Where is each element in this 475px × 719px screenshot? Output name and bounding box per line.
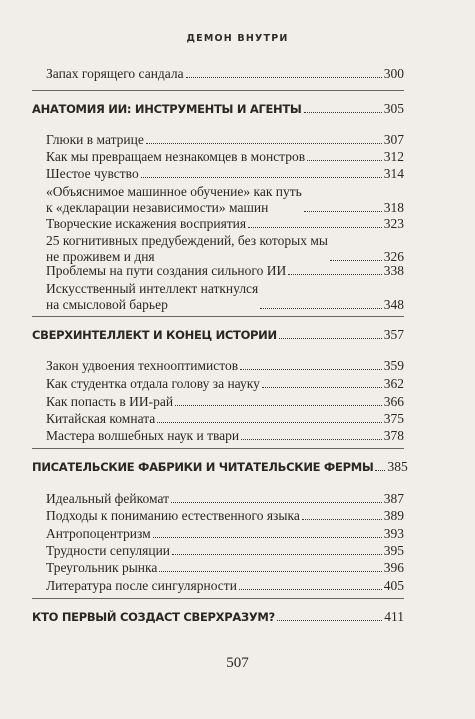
toc-page-number: 385 [387, 459, 408, 474]
toc-title-line: СВЕРХИНТЕЛЛЕКТ И КОНЕЦ ИСТОРИИ [32, 328, 277, 342]
toc-title-line: КТО ПЕРВЫЙ СОЗДАСТ СВЕРХРАЗУМ? [32, 610, 275, 624]
toc-title-line: к «декларации независимости» машин [46, 200, 269, 215]
toc-title [46, 149, 305, 165]
toc-title-line: Как студентка отдала голову за науку [46, 376, 260, 391]
toc-title-line: Как попасть в ИИ-рай [46, 394, 174, 409]
dot-leader [288, 274, 382, 275]
toc-title-line: Антропоцентризм [46, 526, 151, 541]
toc-title-line: Запах горящего сандала [46, 66, 184, 81]
toc-entry[interactable] [32, 526, 404, 542]
toc-page-number: 387 [383, 491, 404, 506]
toc-title-line: Трудности сепуляции [46, 543, 171, 558]
dot-leader [277, 620, 382, 621]
section-divider [32, 598, 404, 599]
dot-leader [239, 589, 382, 590]
dot-leader [157, 422, 381, 423]
toc-title-line: Китайская комната [46, 411, 156, 426]
toc-entry[interactable] [32, 376, 404, 392]
toc-title-line: Проблемы на пути создания сильного ИИ [46, 263, 287, 278]
dot-leader [171, 502, 382, 503]
toc-page-number: 375 [383, 411, 404, 426]
page-number: 507 [226, 655, 249, 671]
toc-section-heading[interactable] [32, 101, 404, 117]
toc-title-line: Идеальный фейкомат [46, 491, 169, 506]
toc-page-number: 395 [383, 543, 404, 558]
toc-page-number: 396 [383, 560, 404, 575]
toc-title-line: Глюки в матрице [46, 132, 144, 147]
toc-title [46, 166, 139, 182]
toc-entry[interactable] [32, 428, 404, 444]
toc-title [32, 609, 275, 625]
toc-title-line: АНАТОМИЯ ИИ: ИНСТРУМЕНТЫ И АГЕНТЫ [32, 102, 302, 116]
section-divider [32, 90, 404, 91]
toc-entry[interactable] [32, 263, 404, 279]
dot-leader [304, 211, 382, 212]
toc-entry[interactable] [32, 560, 404, 576]
toc-title [46, 526, 151, 542]
dot-leader [279, 338, 382, 339]
toc-title [46, 543, 170, 559]
toc-entry[interactable] [32, 166, 404, 182]
toc-page-number: 323 [383, 216, 404, 231]
toc-section-heading[interactable] [32, 327, 404, 343]
toc-entry[interactable] [32, 491, 404, 507]
dot-leader [172, 554, 382, 555]
toc-entry[interactable] [32, 184, 404, 216]
toc-page-number: 307 [383, 132, 404, 147]
toc-title [46, 508, 300, 524]
toc-entry[interactable] [32, 578, 404, 594]
toc-entry[interactable] [32, 216, 404, 232]
toc-entry[interactable] [32, 66, 404, 82]
toc-title [46, 428, 239, 444]
toc-entry[interactable] [32, 543, 404, 559]
toc-entry[interactable] [32, 233, 404, 265]
toc-entry[interactable] [32, 281, 404, 313]
toc-page-number: 300 [383, 66, 404, 81]
dot-leader [146, 143, 382, 144]
toc-title [46, 560, 157, 576]
toc-title [32, 459, 373, 475]
toc-title-line: Шестое чувство [46, 166, 139, 181]
toc-page-number: 389 [383, 508, 404, 523]
toc-title [32, 327, 277, 343]
toc-page-number: 411 [384, 609, 404, 624]
toc-title [46, 132, 144, 148]
dot-leader [159, 571, 381, 572]
toc-page-number: 362 [383, 376, 404, 391]
dot-leader [302, 519, 382, 520]
toc-title-line: на смысловой барьер [46, 297, 168, 312]
toc-title [46, 66, 184, 82]
toc-title-line: Творческие искажения восприятия [46, 216, 247, 231]
dot-leader [260, 308, 381, 309]
toc-title-line: Мастера волшебных наук и твари [46, 428, 240, 443]
toc-title-line: не проживем и дня [46, 249, 155, 264]
dot-leader [153, 537, 382, 538]
dot-leader [304, 112, 382, 113]
toc-title [46, 491, 169, 507]
toc-title-line: Закон удвоения технооптимистов [46, 358, 239, 373]
toc-page-number: 338 [383, 263, 404, 278]
toc-title-line: ПИСАТЕЛЬСКИЕ ФАБРИКИ И ЧИТАТЕЛЬСКИЕ ФЕРМЫ [32, 460, 374, 474]
dot-leader [248, 227, 382, 228]
toc-section-heading[interactable] [32, 609, 404, 625]
toc-entry[interactable] [32, 508, 404, 524]
dot-leader [175, 405, 382, 406]
toc-title [46, 263, 286, 279]
toc-title-line: Литература после сингулярности [46, 578, 237, 593]
toc-entry[interactable] [32, 411, 404, 427]
toc-page-number: 314 [383, 166, 404, 181]
dot-leader [375, 470, 385, 471]
toc-title-line: Подходы к пониманию естественного языка [46, 508, 300, 523]
toc-page-number: 348 [383, 297, 404, 312]
toc-page-number: 312 [383, 149, 404, 164]
toc-page-number: 326 [383, 249, 404, 264]
toc-title [32, 101, 302, 117]
dot-leader [307, 160, 382, 161]
toc-page-number: 359 [383, 358, 404, 373]
dot-leader [262, 387, 382, 388]
toc-title [46, 376, 260, 392]
toc-title [46, 233, 328, 265]
toc-page-number: 393 [383, 526, 404, 541]
toc-title [46, 358, 238, 374]
section-divider [32, 316, 404, 317]
toc-entry[interactable] [32, 358, 404, 374]
toc-title-line: Искусственный интеллект наткнулся [46, 281, 259, 296]
dot-leader [330, 260, 382, 261]
dot-leader [186, 77, 382, 78]
dot-leader [240, 369, 382, 370]
toc-title [46, 411, 155, 427]
toc-title-line: Как мы превращаем незнакомцев в монстров [46, 149, 306, 164]
toc-page-number: 405 [383, 578, 404, 593]
toc-entry[interactable] [32, 394, 404, 410]
toc-title [46, 281, 258, 313]
toc-title-line: 25 когнитивных предубеждений, без которых мы [46, 233, 328, 248]
toc-entry[interactable] [32, 132, 404, 148]
toc-title-line: Треугольник рынка [46, 560, 158, 575]
toc-page-number: 305 [383, 101, 404, 116]
toc-page-number: 318 [383, 200, 404, 215]
toc-page-number: 378 [383, 428, 404, 443]
dot-leader [241, 439, 382, 440]
toc-entry[interactable] [32, 149, 404, 165]
toc-title [46, 394, 173, 410]
toc-page-number: 366 [383, 394, 404, 409]
running-head: ДЕМОН ВНУТРИ [186, 33, 289, 44]
section-divider [32, 448, 404, 449]
toc-title [46, 216, 246, 232]
toc-title [46, 578, 237, 594]
toc-title-line: «Объяснимое машинное обучение» как путь [46, 184, 302, 199]
toc-section-heading[interactable] [32, 459, 408, 475]
toc-page-number: 357 [383, 327, 404, 342]
toc-title [46, 184, 302, 216]
dot-leader [141, 177, 382, 178]
